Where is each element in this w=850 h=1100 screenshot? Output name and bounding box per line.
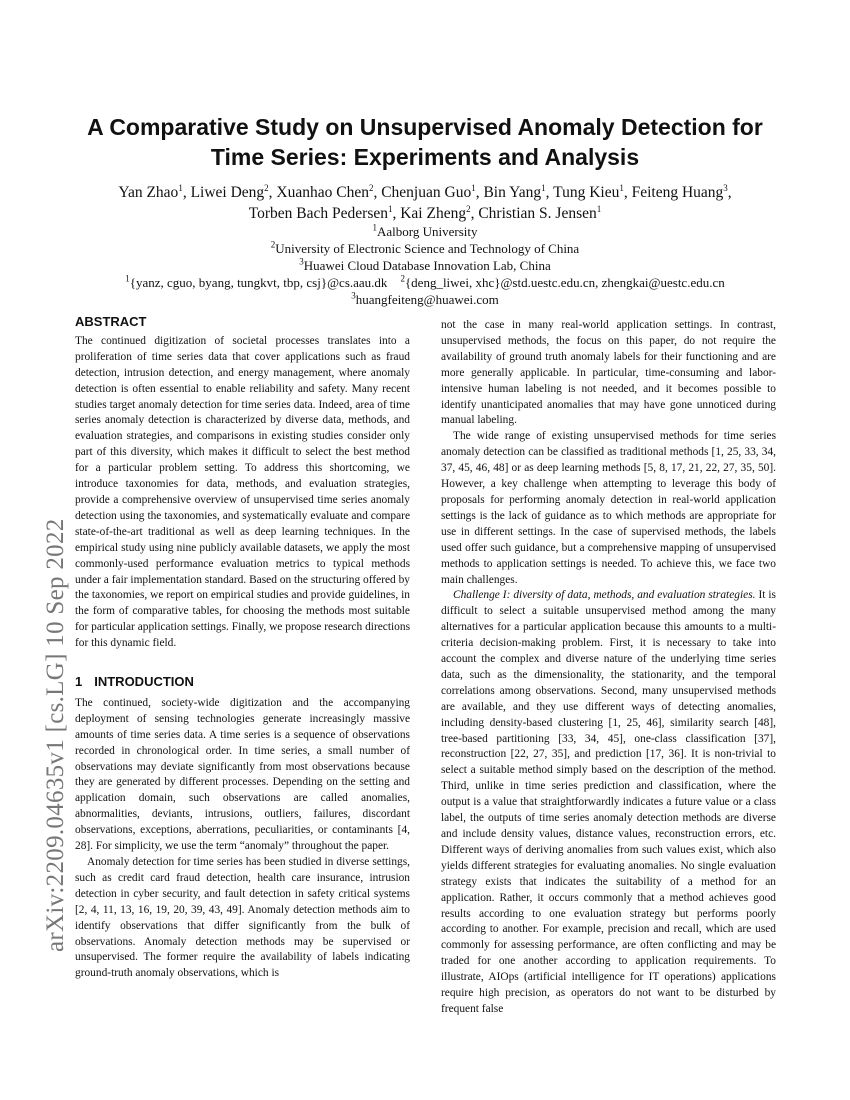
author-line-1: Yan Zhao$^1$, Liwei Deng$^2$, Xuanhao Chen$^2$, Chenjuan Guo$^1$, Bin Yang$^1$, Tung Kieu$^1$, Feiteng Huang$^3$, (118, 182, 732, 201)
author-name: Bin Yang (483, 184, 542, 201)
arxiv-sidebar-stamp: arXiv:2209.04635v1 [cs.LG] 10 Sep 2022 (42, 518, 69, 952)
email-mark: 2 (400, 273, 405, 284)
right-paragraph-3 (441, 588, 776, 1017)
affil-text: University of Electronic Science and Technology of China (275, 241, 580, 256)
affil-text: Huawei Cloud Database Innovation Lab, China (303, 258, 551, 273)
author-name: Xuanhao Chen (276, 184, 369, 201)
title-line-2: Time Series: Experiments and Analysis (210, 144, 640, 170)
email-mark: 1 (125, 273, 130, 284)
author-affil-mark: 3 (723, 182, 728, 193)
author-name: Torben Bach Pedersen (248, 205, 388, 222)
abstract-text: The continued digitization of societal processes translates into a proliferation of time series data that cover applications such as fraud detection, intrusion detection, and energy management, where anomaly detection is often essential to enable reliability and safety. Many recent studies target anomaly detection for time series data. Indeed, area of time series anomaly detection is characterized by diverse data, methods, and evaluation strategies, and comparisons in existing studies consider only part of this diversity, which makes it difficult to select the best method for a particular problem setting. To address this shortcoming, we introduce taxonomies for data, methods, and evaluation strategies, provide a comprehensive overview of unsupervised time series anomaly detection using the taxonomies, and systematically evaluate and compare state-of-the-art traditional as well as deep learning techniques. In the empirical study using nine publicly available datasets, we apply the most commonly-used performance evaluation metrics to typical methods under a fair implementation standard. Based on the structuring offered by the taxonomies, we report on empirical studies and provide guidelines, in the form of comparative tables, for choosing the methods most suitable for particular application settings. Finally, we propose research directions for this dynamic field. (75, 334, 410, 650)
affiliations (60, 223, 790, 308)
author-affil-mark: 2 (368, 182, 374, 193)
right-paragraph-1: not the case in many real-world application settings. In contrast, unsupervised methods, the focus on this paper, do not require the availability of ground truth anomaly labels for their functioning and are more generally applicable. In particular, time-consuming and labor-intensive human labeling is not needed, and it becomes possible to identify unanticipated anomalies that may have gone unnoticed during manual labeling. (441, 319, 776, 427)
author-affil-mark: 1 (178, 182, 183, 193)
author-list (60, 182, 790, 224)
author-name: Yan Zhao (118, 184, 179, 201)
paper-title (60, 112, 790, 172)
right-column (441, 318, 776, 1018)
author-name: Kai Zheng (400, 205, 467, 222)
email-group-3[interactable]: huangfeiteng@huawei.com (355, 292, 499, 307)
author-affil-mark: 1 (541, 182, 546, 193)
challenge-title: Challenge I: diversity of data, methods, and evaluation strategies. (453, 589, 756, 602)
email-group-1[interactable]: {yanz, cguo, byang, tungkvt, tbp, csj}@cs.aau.dk (129, 275, 388, 290)
author-name: Tung Kieu (553, 184, 620, 201)
title-line-1: A Comparative Study on Unsupervised Anomaly Detection for (87, 114, 763, 140)
affiliation-1 (60, 223, 790, 240)
left-column (75, 314, 410, 982)
author-affil-mark: 2 (466, 203, 471, 214)
author-affil-mark: 2 (264, 182, 269, 193)
author-affil-mark: 1 (596, 203, 602, 214)
author-name: Chenjuan Guo (381, 184, 472, 201)
email-group-2[interactable]: {deng_liwei, xhc}@std.uestc.edu.cn, zhengkai@uestc.edu.cn (404, 275, 725, 290)
affil-text: Aalborg University (377, 224, 478, 239)
author-name: Liwei Deng (190, 184, 265, 201)
author-name: Christian S. Jensen (478, 205, 597, 222)
email-line-2 (60, 291, 790, 308)
author-affil-mark: 1 (471, 182, 476, 193)
right-paragraph-2: The wide range of existing unsupervised methods for time series anomaly detection can be classified as traditional methods [1, 25, 33, 34, 37, 45, 46, 48] or as deep learning methods [5, 8, 17, 21, 22, 27, 35, 50]. However, a key challenge when attempting to leverage this body of proposals for performing anomaly detection in real-world application settings is the lack of guidance as to which methods are appropriate for use in different settings. In the case of supervised methods, the labels used offer such guidance, but a comprehensive mapping of unsupervised methods to application settings is needed. To achieve this, we face two main challenges. (441, 430, 776, 586)
intro-paragraph-1: The continued, society-wide digitization and the accompanying deployment of sensing technologies generate increasingly massive amounts of time series data. A time series is a sequence of observations recorded in chronological order. In time series, a small number of observations may deviate significantly from most observations because they are generated by different processes. Depending on the setting and application domain, such observations are called anomalies, abnormalities, deviants, intrusions, outliers, failures, discordant observations, exceptions, aberrations, peculiarities, or contaminants [4, 28]. For simplicity, we use the term “anomaly” throughout the paper. (75, 696, 410, 853)
challenge-text: It is difficult to select a suitable unsupervised method among the many alternatives for a particular application because this amounts to a multi-criteria decision-making problem. First, it is necessary to take into account the complex and diverse nature of the underlying time series data, such as the dimensionality, the stationarity, and the temporal correlations among observations. Second, many unsupervised methods are available, and they use different ways of detecting anomalies, including density-based clustering [1, 25, 46], similarity search [48], tree-based partitioning [33, 34, 45], one-class classification [37], reconstruction [22, 27, 35], and prediction [17, 36]. It is non-trivial to select a suitable method simply based on the description of the method. Third, unlike in time series prediction and classification, where the output is a value that straightforwardly indicates a future value or a class label, the outputs of time series anomaly detection methods are diverse and include density values, distance values, reconstruction errors, etc. Different ways of deriving anomalies from such values exist, which also yields different strategies for evaluating anomalies. No single evaluation strategy exists that indicates the suitability of a method for an application. Rather, it occurs commonly that a method achieves good results according to one evaluation strategy but performs poorly according to another. For example, precision and recall, which are used commonly for assessing performance, are often conflicting and may be traded for one another according to application requirements. To illustrate, AIOps (artificial intelligence for IT operations) applications require high precision, as operators do not want to be disturbed by frequent false (441, 589, 776, 1015)
affil-mark: 3 (299, 256, 304, 267)
affiliation-3 (60, 257, 790, 274)
author-affil-mark: 1 (619, 182, 624, 193)
abstract-heading: ABSTRACT (75, 314, 147, 329)
author-affil-mark: 1 (387, 203, 393, 214)
section-title: INTRODUCTION (94, 674, 194, 690)
section-number: 1 (75, 674, 83, 690)
email-line-1 (60, 274, 790, 291)
author-name: Feiteng Huang (631, 184, 724, 201)
author-line-2: Torben Bach Pedersen$^1$, Kai Zheng$^2$, Christian S. Jensen$^1$ (248, 203, 602, 222)
affil-mark: 1 (372, 222, 377, 233)
introduction-heading (75, 674, 410, 690)
affiliation-2 (60, 240, 790, 257)
affil-mark: 2 (270, 239, 276, 250)
email-mark: 3 (351, 290, 356, 301)
intro-paragraph-2: Anomaly detection for time series has been studied in diverse settings, such as credit card fraud detection, health care insurance, intrusion detection in cyber security, and fault detection in safety critical systems [2, 4, 11, 13, 16, 19, 20, 39, 43, 49]. Anomaly detection methods aim to identify observations that differ significantly from the bulk of observations. Anomaly detection methods may be supervised or unsupervised. The former require the availability of labels indicating ground-truth anomaly observations, which is (75, 856, 410, 980)
